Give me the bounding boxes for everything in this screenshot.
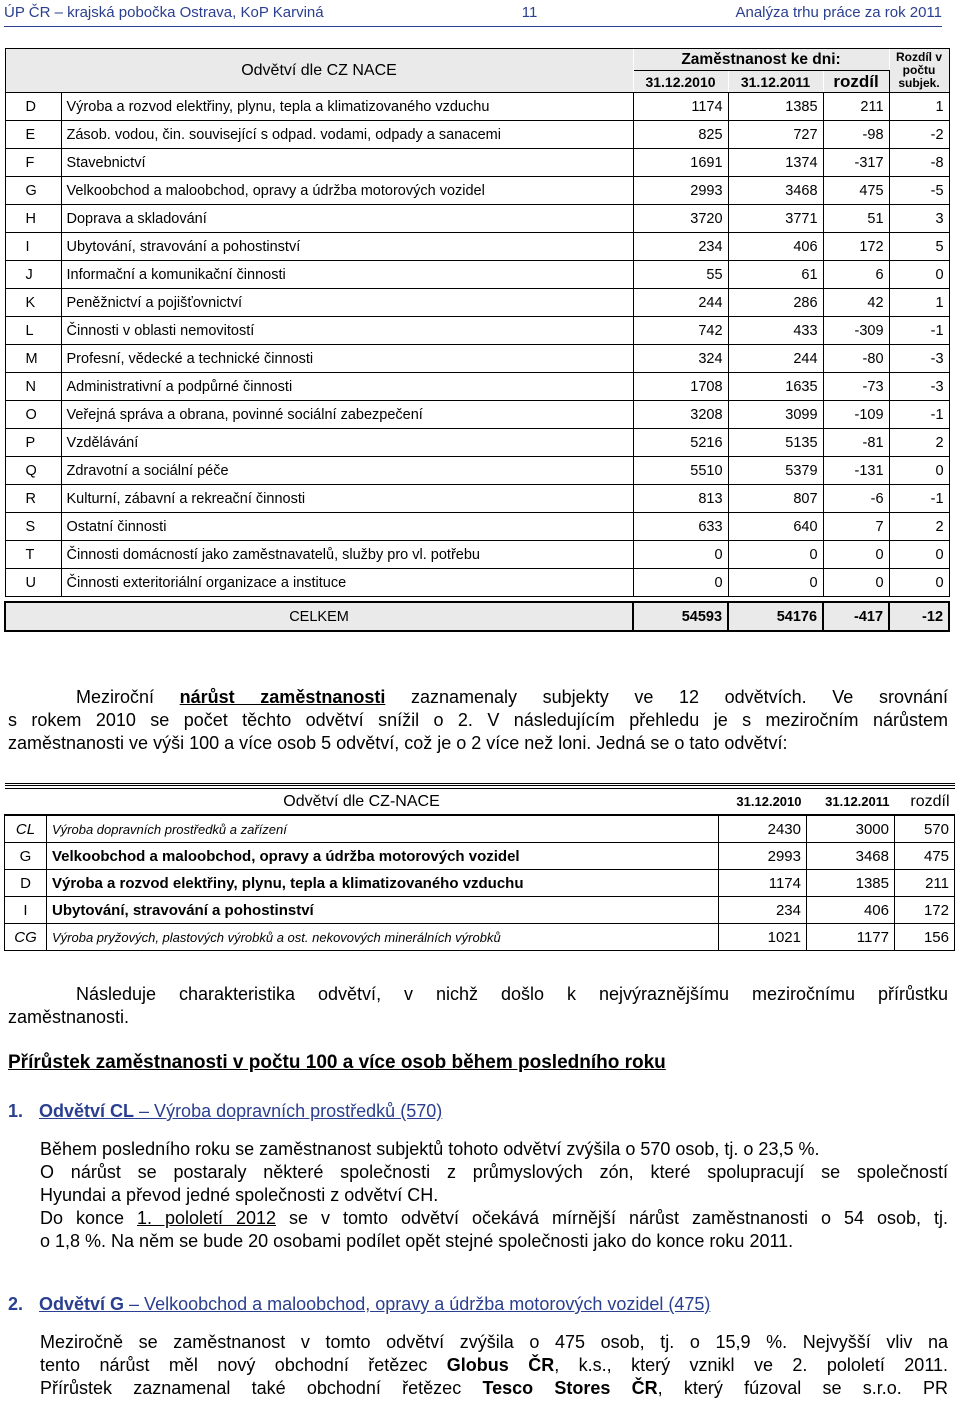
value-diff: 172 — [823, 233, 889, 261]
sector-code: K — [5, 289, 61, 317]
total-diff: -417 — [823, 602, 889, 631]
value-2010: 2993 — [719, 843, 807, 870]
value-diff: -309 — [823, 317, 889, 345]
table-row — [5, 93, 949, 121]
value-2010: 244 — [633, 289, 728, 317]
sector-name: Administrativní a podpůrné činnosti — [61, 373, 633, 401]
value-subjects-diff: 1 — [889, 93, 949, 121]
sector-name: Výroba a rozvod elektřiny, plynu, tepla a klimatizovaného vzduchu — [47, 870, 719, 897]
value-subjects-diff: -8 — [889, 149, 949, 177]
sector-code: CG — [5, 924, 47, 951]
sector-name: Doprava a skladování — [61, 205, 633, 233]
value-2010: 742 — [633, 317, 728, 345]
value-subjects-diff: 0 — [889, 261, 949, 289]
total-label: CELKEM — [5, 602, 633, 631]
sector-code: J — [5, 261, 61, 289]
value-diff: 172 — [895, 897, 955, 924]
sector-code: R — [5, 485, 61, 513]
header-rozdil: rozdíl — [823, 71, 889, 93]
section-title: 2. Odvětví G – Velkoobchod a maloobchod, opravy a údržba motorových vozidel (475) — [8, 1294, 711, 1314]
sector-code: M — [5, 345, 61, 373]
sector-code: G — [5, 843, 47, 870]
table-row — [5, 541, 949, 569]
value-2011: 5135 — [728, 429, 823, 457]
table-row — [5, 485, 949, 513]
table-row — [5, 373, 949, 401]
value-2010: 1174 — [633, 93, 728, 121]
total-2010: 54593 — [633, 602, 728, 631]
value-subjects-diff: 0 — [889, 457, 949, 485]
value-2011: 406 — [728, 233, 823, 261]
header-sector: Odvětví dle CZ-NACE — [5, 789, 719, 816]
table-row — [5, 261, 949, 289]
value-subjects-diff: 2 — [889, 429, 949, 457]
sector-code: E — [5, 121, 61, 149]
table-row — [5, 149, 949, 177]
value-2010: 5216 — [633, 429, 728, 457]
sector-code: Q — [5, 457, 61, 485]
sector-code: O — [5, 401, 61, 429]
sector-name: Výroba dopravních prostředků a zařízení — [47, 815, 719, 843]
sector-code: I — [5, 897, 47, 924]
value-2011: 1635 — [728, 373, 823, 401]
header-subjects-diff: Rozdíl v počtu subjek. — [889, 49, 949, 93]
value-subjects-diff: -3 — [889, 345, 949, 373]
table-row — [5, 345, 949, 373]
sector-name: Informační a komunikační činnosti — [61, 261, 633, 289]
value-2011: 1385 — [728, 93, 823, 121]
value-diff: 51 — [823, 205, 889, 233]
paragraph-growth: Meziroční nárůst zaměstnanosti zaznamenaly subjekty ve 12 odvětvích. Ve srovnání s rokem 2010 se počet těchto odvětví snížil o 2. V následujícím přehledu je s meziročním nárůstem zaměstnanosti ve výši 100 a více osob 5 odvětví, což je o 2 více než loni. Jedná se o tato odvětví: — [8, 687, 948, 753]
header-date-2010: 31.12.2010 — [719, 789, 807, 816]
table-row — [5, 233, 949, 261]
value-diff: -80 — [823, 345, 889, 373]
value-2011: 433 — [728, 317, 823, 345]
value-2011: 3468 — [807, 843, 895, 870]
value-subjects-diff: 2 — [889, 513, 949, 541]
value-diff: -81 — [823, 429, 889, 457]
sector-name: Činnosti domácností jako zaměstnavatelů, služby pro vl. potřebu — [61, 541, 633, 569]
sector-code: I — [5, 233, 61, 261]
value-2010: 0 — [633, 569, 728, 597]
value-2010: 5510 — [633, 457, 728, 485]
page-header — [4, 4, 942, 24]
value-diff: -6 — [823, 485, 889, 513]
sector-employment-table — [4, 48, 950, 632]
section-body: Meziročně se zaměstnanost v tomto odvětví zvýšila o 475 osob, tj. o 15,9 %. Nejvyšší vliv na tento nárůst měl nový obchodní řetězec Globus ČR, k.s., který vznikl ve 2. pololetí 2011. Přírůstek zaznamenal také obchodní řetězec Tesco Stores ČR, který fúzoval se s.r.o. PR — [40, 1332, 949, 1398]
value-2010: 234 — [633, 233, 728, 261]
sector-name: Ubytování, stravování a pohostinství — [47, 897, 719, 924]
sector-name: Činnosti v oblasti nemovitostí — [61, 317, 633, 345]
sector-name: Veřejná správa a obrana, povinné sociální zabezpečení — [61, 401, 633, 429]
table-row — [5, 121, 949, 149]
value-subjects-diff: 5 — [889, 233, 949, 261]
value-2010: 825 — [633, 121, 728, 149]
table-row — [5, 569, 949, 597]
sector-name: Vzdělávání — [61, 429, 633, 457]
table-row — [5, 513, 949, 541]
value-subjects-diff: 3 — [889, 205, 949, 233]
header-rule — [4, 26, 942, 27]
value-2011: 0 — [728, 541, 823, 569]
value-subjects-diff: -3 — [889, 373, 949, 401]
value-diff: 7 — [823, 513, 889, 541]
value-diff: -73 — [823, 373, 889, 401]
value-2010: 633 — [633, 513, 728, 541]
value-2011: 3099 — [728, 401, 823, 429]
total-2011: 54176 — [728, 602, 823, 631]
value-diff: 0 — [823, 541, 889, 569]
value-2010: 1708 — [633, 373, 728, 401]
value-2011: 640 — [728, 513, 823, 541]
table-row — [5, 924, 955, 951]
sector-name: Ubytování, stravování a pohostinství — [61, 233, 633, 261]
table-row — [5, 815, 955, 843]
value-2011: 0 — [728, 569, 823, 597]
header-employment: Zaměstnanost ke dni: — [633, 49, 889, 71]
value-2011: 406 — [807, 897, 895, 924]
section-g — [8, 1294, 949, 1398]
sector-code: CL — [5, 815, 47, 843]
table-row — [5, 289, 949, 317]
header-title: Analýza trhu práce za rok 2011 — [735, 4, 942, 21]
value-diff: 570 — [895, 815, 955, 843]
table-row — [5, 457, 949, 485]
underlined-phrase: nárůst zaměstnanosti — [179, 687, 386, 707]
header-sector: Odvětví dle CZ NACE — [5, 49, 633, 93]
value-2011: 1177 — [807, 924, 895, 951]
sector-code: U — [5, 569, 61, 597]
value-diff: 156 — [895, 924, 955, 951]
value-diff: 0 — [823, 569, 889, 597]
value-diff: 211 — [823, 93, 889, 121]
value-2011: 3771 — [728, 205, 823, 233]
paragraph-intro: Následuje charakteristika odvětví, v nichž došlo k nejvýraznějšímu meziročnímu přírůstku zaměstnanosti. — [8, 984, 948, 1027]
total-row — [5, 602, 949, 631]
value-2010: 3720 — [633, 205, 728, 233]
value-subjects-diff: -1 — [889, 317, 949, 345]
table-header-row — [5, 49, 949, 71]
value-subjects-diff: -2 — [889, 121, 949, 149]
value-2010: 1174 — [719, 870, 807, 897]
sector-name: Výroba pryžových, plastových výrobků a ost. nekovových minerálních výrobků — [47, 924, 719, 951]
value-2011: 244 — [728, 345, 823, 373]
section-title: 1. Odvětví CL – Výroba dopravních prostředků (570) — [8, 1101, 443, 1121]
value-2010: 1021 — [719, 924, 807, 951]
value-subjects-diff: 1 — [889, 289, 949, 317]
sector-code: S — [5, 513, 61, 541]
value-diff: -98 — [823, 121, 889, 149]
sector-name: Velkoobchod a maloobchod, opravy a údržba motorových vozidel — [61, 177, 633, 205]
sector-code: D — [5, 93, 61, 121]
value-2010: 2430 — [719, 815, 807, 843]
value-2011: 1385 — [807, 870, 895, 897]
sector-name: Stavebnictví — [61, 149, 633, 177]
value-diff: -131 — [823, 457, 889, 485]
value-2011: 286 — [728, 289, 823, 317]
value-diff: -109 — [823, 401, 889, 429]
header-rozdil: rozdíl — [895, 789, 955, 816]
value-subjects-diff: -5 — [889, 177, 949, 205]
value-2011: 5379 — [728, 457, 823, 485]
table-row — [5, 429, 949, 457]
section-body: Během posledního roku se zaměstnanost subjektů tohoto odvětví zvýšila o 570 osob, tj. o 23,5 %. O nárůst se postaraly některé společnosti z průmyslových zón, které spolupracují se společností Hyundai a převod jedné společnosti z odvětví CH. Do konce 1. pololetí 2012 se v tomto odvětví očekává mírnější nárůst zaměstnanosti o 54 osob, tj. o 1,8 %. Na něm se bude 20 osobami podílet opět stejné společnosti jako do konce roku 2011. — [40, 1139, 948, 1251]
table-row — [5, 177, 949, 205]
sector-code: L — [5, 317, 61, 345]
growth-sectors-table — [4, 783, 955, 951]
sector-code: N — [5, 373, 61, 401]
table-row — [5, 843, 955, 870]
value-2010: 55 — [633, 261, 728, 289]
header-date-2011: 31.12.2011 — [807, 789, 895, 816]
header-page-number: 11 — [521, 4, 538, 21]
table-row — [5, 870, 955, 897]
sector-name: Kulturní, zábavní a rekreační činnosti — [61, 485, 633, 513]
sector-name: Ostatní činnosti — [61, 513, 633, 541]
sector-name: Výroba a rozvod elektřiny, plynu, tepla a klimatizovaného vzduchu — [61, 93, 633, 121]
header-date-2011: 31.12.2011 — [728, 71, 823, 93]
sector-name: Peněžnictví a pojišťovnictví — [61, 289, 633, 317]
sector-code: F — [5, 149, 61, 177]
sector-code: T — [5, 541, 61, 569]
value-2010: 0 — [633, 541, 728, 569]
table-row — [5, 897, 955, 924]
value-2010: 324 — [633, 345, 728, 373]
sector-code: P — [5, 429, 61, 457]
sector-name: Zásob. vodou, čin. související s odpad. vodami, odpady a sanacemi — [61, 121, 633, 149]
sector-name: Profesní, vědecké a technické činnosti — [61, 345, 633, 373]
value-subjects-diff: 0 — [889, 541, 949, 569]
value-diff: 6 — [823, 261, 889, 289]
value-2011: 727 — [728, 121, 823, 149]
value-diff: 475 — [895, 843, 955, 870]
table-row — [5, 401, 949, 429]
value-2011: 3468 — [728, 177, 823, 205]
sector-name: Velkoobchod a maloobchod, opravy a údržba motorových vozidel — [47, 843, 719, 870]
value-2010: 2993 — [633, 177, 728, 205]
table-row — [5, 317, 949, 345]
sector-code: D — [5, 870, 47, 897]
value-diff: 42 — [823, 289, 889, 317]
header-date-2010: 31.12.2010 — [633, 71, 728, 93]
sector-name: Činnosti exteritoriální organizace a instituce — [61, 569, 633, 597]
table-header-row — [5, 789, 955, 816]
value-2010: 1691 — [633, 149, 728, 177]
value-2010: 234 — [719, 897, 807, 924]
value-2011: 807 — [728, 485, 823, 513]
total-subjects-diff: -12 — [889, 602, 949, 631]
value-2011: 61 — [728, 261, 823, 289]
table-row — [5, 205, 949, 233]
value-2010: 3208 — [633, 401, 728, 429]
value-2011: 3000 — [807, 815, 895, 843]
value-diff: 475 — [823, 177, 889, 205]
sector-code: H — [5, 205, 61, 233]
value-subjects-diff: -1 — [889, 485, 949, 513]
sector-name: Zdravotní a sociální péče — [61, 457, 633, 485]
value-diff: -317 — [823, 149, 889, 177]
value-subjects-diff: -1 — [889, 401, 949, 429]
value-2011: 1374 — [728, 149, 823, 177]
section-heading: Přírůstek zaměstnanosti v počtu 100 a více osob během posledního roku — [8, 1052, 666, 1073]
value-2010: 813 — [633, 485, 728, 513]
sector-code: G — [5, 177, 61, 205]
value-subjects-diff: 0 — [889, 569, 949, 597]
header-org: ÚP ČR – krajská pobočka Ostrava, KoP Karviná — [4, 4, 324, 21]
value-diff: 211 — [895, 870, 955, 897]
section-cl — [8, 1101, 948, 1251]
